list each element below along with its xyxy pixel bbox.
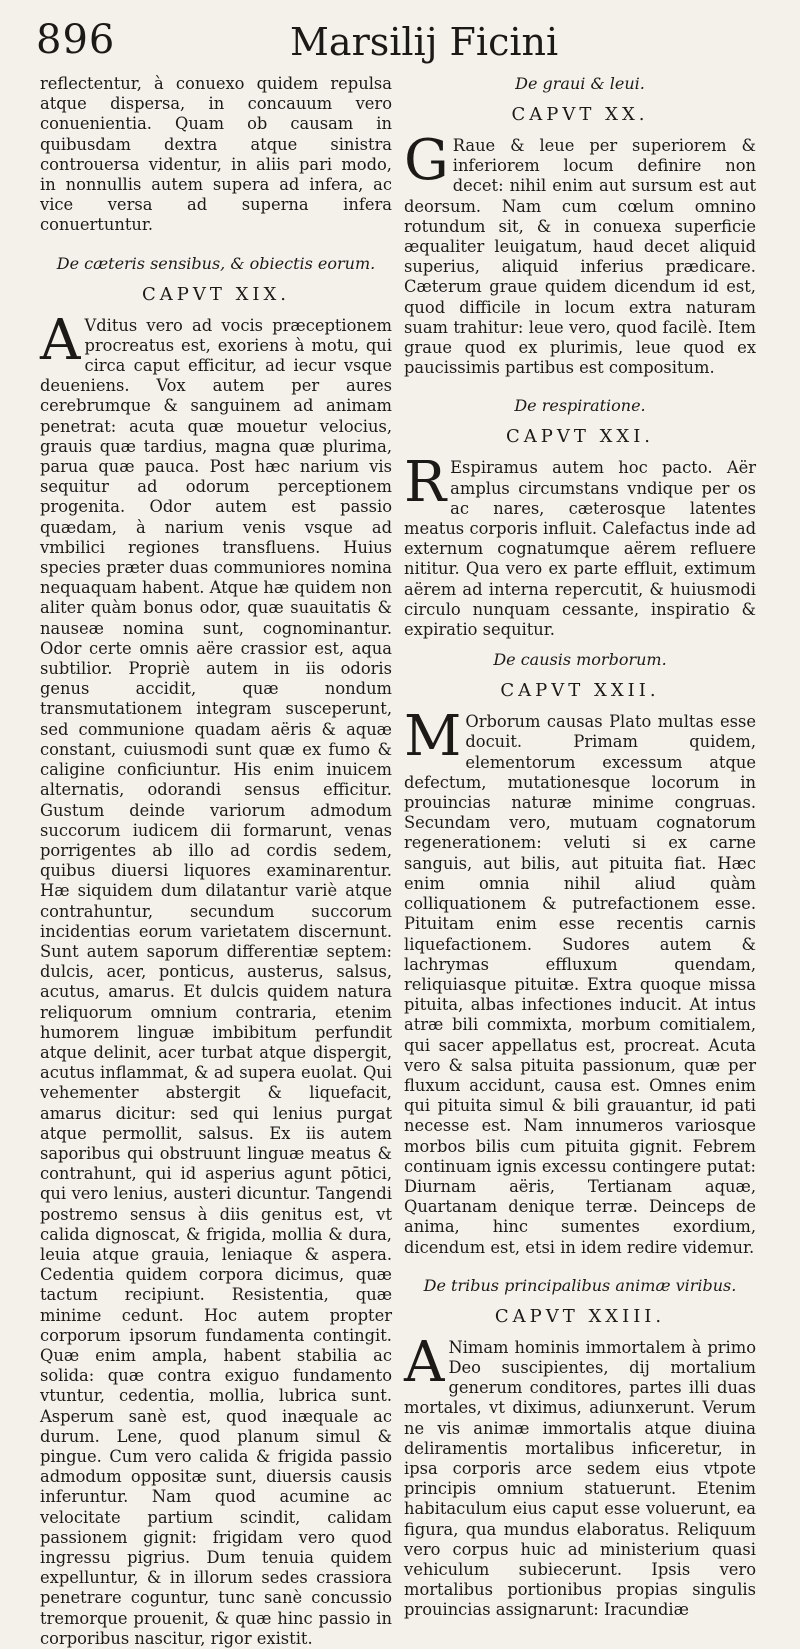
page-number: 896 xyxy=(36,17,116,63)
drop-capital-19: A xyxy=(40,307,81,373)
chapter-title-19: CAPVT XIX. xyxy=(141,283,291,305)
left-column xyxy=(40,74,392,1649)
chapter-text-22: Orborum causas Plato multas esse docuit. Primam quidem, elementorum excessum atque defectum, mutationesque locorum in prouincias naturæ minime congruas. Secundam vero, mutuam cognatorum regenerationem: veluti si ex carne sanguis, aut bilis, aut pituita fiat. Hæc enim omnia nihil aliud quàm colliquationem & putrefactionem esse. Pituitam enim esse recentis carnis liquefactionem. Sudores autem & lachrymas effluxum quendam, reliquiasque pituitæ. Extra quoque missa pituita, albas infectiones inducit. At intus atræ bili commixta, morbum comitialem, qui sacer appellatus est, procreat. Acuta vero & salsa pituita passionum, quæ per fluxum accidunt, causa est. Omnes enim qui pituita simul & bili grauantur, id pati necesse est. Nam innumeros variosque morbos bilis cum pituita gignit. Febrem continuam ignis excessu contingere putat: Diurnam aëris, Tertianam aquæ, Quartanam denique terræ. Deinceps de anima, hinc sumentes exordium, dicendum est, etsi in idem redire videmur. xyxy=(404,712,756,1257)
chapter-text-19: Vditus vero ad vocis præceptionem procreatus est, exoriens à motu, qui circa caput efficitur, ad iecur vsque deueniens. Vox autem per aures cerebrumque & sanguinem ad animam penetrat: acuta quæ mouetur velocius, grauis quæ tardius, magna quæ plurima, parua quæ pauca. Post hæc narium vis sequitur ad odorum perceptionem progenita. Odor autem est passio quædam, à narium venis vsque ad vmbilici regiones transfluens. Huius species præter duas communiores nomina nequaquam habent. Atque hæ quidem non aliter quàm bonus odor, quæ suauitatis & nauseæ nomina sunt, cognominantur. Odor certe omnis aëre crassior est, aqua subtilior. Propriè autem in iis odoris genus accidit, quæ nondum transmutationem integram susceperunt, sed communione quadam aëris & aquæ constant, cuiusmodi sunt quæ ex fumo & caligine conficiuntur. His enim inuicem alternatis, odorandi sensus efficitur. Gustum deinde variorum admodum succorum iudicem dii formarunt, venas porrigentes ab illo ad cordis sedem, quibus diuersi liquores examinarentur. Hæ siquidem dum dilatantur variè atque contrahuntur, secundum succorum incidentias eorum varietatem discernunt. Sunt autem saporum differentiæ septem: dulcis, acer, ponticus, austerus, salsus, acutus, amarus. Et dulcis quidem natura reliquorum omnium contraria, etenim humorem linguæ imbibitum perfundit atque delinit, acer turbat atque dispergit, acutus inflammat, & ad supera euolat. Qui vehementer abstergit & liquefacit, amarus dicitur: sed qui lenius purgat atque permollit, salsus. Ex iis autem saporibus qui obstruunt linguæ meatus & contrahunt, qui id asperius agunt pōtici, qui vero lenius, austeri dicuntur. Tangendi postremo sensus à diis genitus est, vt calida dignoscat, & frigida, mollia & dura, leuia atque grauia, leniaque & aspera. Cedentia quidem corpora dicimus, quæ tactum recipiunt. Resistentia, quæ minime cedunt. Hoc autem propter corporum ipsorum fundamenta contingit. Quæ enim ampla, habent stabilia ac solida: quæ contra exiguo fundamento vtuntur, cedentia, mollia, lubrica sunt. Asperum sanè est, quod inæquale ac durum. Lene, quod planum simul & pingue. Cum vero calida & frigida passio admodum oppositæ sunt, diuersis causis inferuntur. Nam quod acumine ac velocitate partium scindit, calidam passionem gignit: frigidam vero quod ingressu pigrius. Dum tenuia quidem expelluntur, & in illorum sedes crassiora penetrare coguntur, tunc sanè concussio tremorque prouenit, & quæ hinc passio in corporibus nascitur, rigor existit. xyxy=(40,315,392,1648)
chapter-paragraph-20 xyxy=(404,128,756,378)
section-heading-21: De respiratione. xyxy=(514,396,646,416)
chapter-paragraph-19 xyxy=(40,307,392,1649)
chapter-title-23: CAPVT XXIII. xyxy=(494,1305,666,1327)
chapter-text-23: Nimam hominis immortalem à primo Deo suscipientes, dij mortalium generum conditores, partes illi duas mortales, vt diximus, adiunxerunt. Verum ne vis animæ immortalis atque diuina deliramentis mortalibus inficeretur, in ipsa corporis arce sedem eius vtpote principis omnium statuerunt. Etenim habitaculum eius caput esse voluerunt, ea figura, qua mundus elaboratus. Reliquum vero corpus huic ad ministerium quasi vehiculum subiecerunt. Ipsis vero mortalibus portionibus propias singulis prouincias assignarunt: Iracundiæ xyxy=(404,1337,756,1620)
section-heading-23: De tribus principalibus animæ viribus. xyxy=(423,1275,737,1295)
chapter-paragraph-23 xyxy=(404,1329,756,1621)
drop-capital-22: M xyxy=(404,704,462,770)
chapter-title-22: CAPVT XXII. xyxy=(500,680,660,702)
right-column xyxy=(404,74,756,1621)
chapter-title-21: CAPVT XXI. xyxy=(505,426,655,448)
chapter-text-20: Raue & leue per superiorem & inferiorem locum definire non decet: nihil enim aut sursum est aut deorsum. Nam cum cœlum omnino rotundum sit, & in conuexa superficie æqualiter leuigatum, haud decet aliquid superius, aliquid inferius prædicare. Cæterum graue quidem dicendum id est, quod difficile in locum extra naturam suam trahitur: leue vero, quod facilè. Item graue quod ex plurimis, leue quod ex paucissimis partibus est compositum. xyxy=(404,136,756,378)
chapter-paragraph-22 xyxy=(404,704,756,1257)
drop-capital-23: A xyxy=(404,1329,445,1395)
drop-capital-21: R xyxy=(404,450,447,516)
chapter-title-20: CAPVT XX. xyxy=(511,104,649,125)
page-header xyxy=(0,0,800,70)
section-heading-20: De graui & leui. xyxy=(515,74,645,93)
section-heading-22: De causis morborum. xyxy=(493,650,667,670)
running-title: Marsilij Ficini xyxy=(290,20,559,64)
chapter-paragraph-21 xyxy=(404,450,756,640)
drop-capital-20: G xyxy=(404,128,449,193)
intro-paragraph: reflectentur, à conuexo quidem repulsa atque dispersa, in concauum vero conuenientia. Quam ob causam in quibusdam dextra atque sinistra controuersa videntur, in aliis pari modo, in nonnullis autem supera ad infera, ac vice versa ad superna infera conuertuntur. xyxy=(40,74,392,235)
section-heading-19: De cæteris sensibus, & obiectis eorum. xyxy=(56,253,376,273)
chapter-text-21: Espiramus autem hoc pacto. Aër amplus circumstans vndique per os ac nares, cæterosque latentes meatus corporis influit. Calefactus inde ad externum cognatumque aërem refluere nititur. Qua vero ex parte effluit, extimum aërem ad interna repercutit, & huiusmodi circulo nunquam cessante, inspiratio & expiratio sequitur. xyxy=(404,458,756,640)
